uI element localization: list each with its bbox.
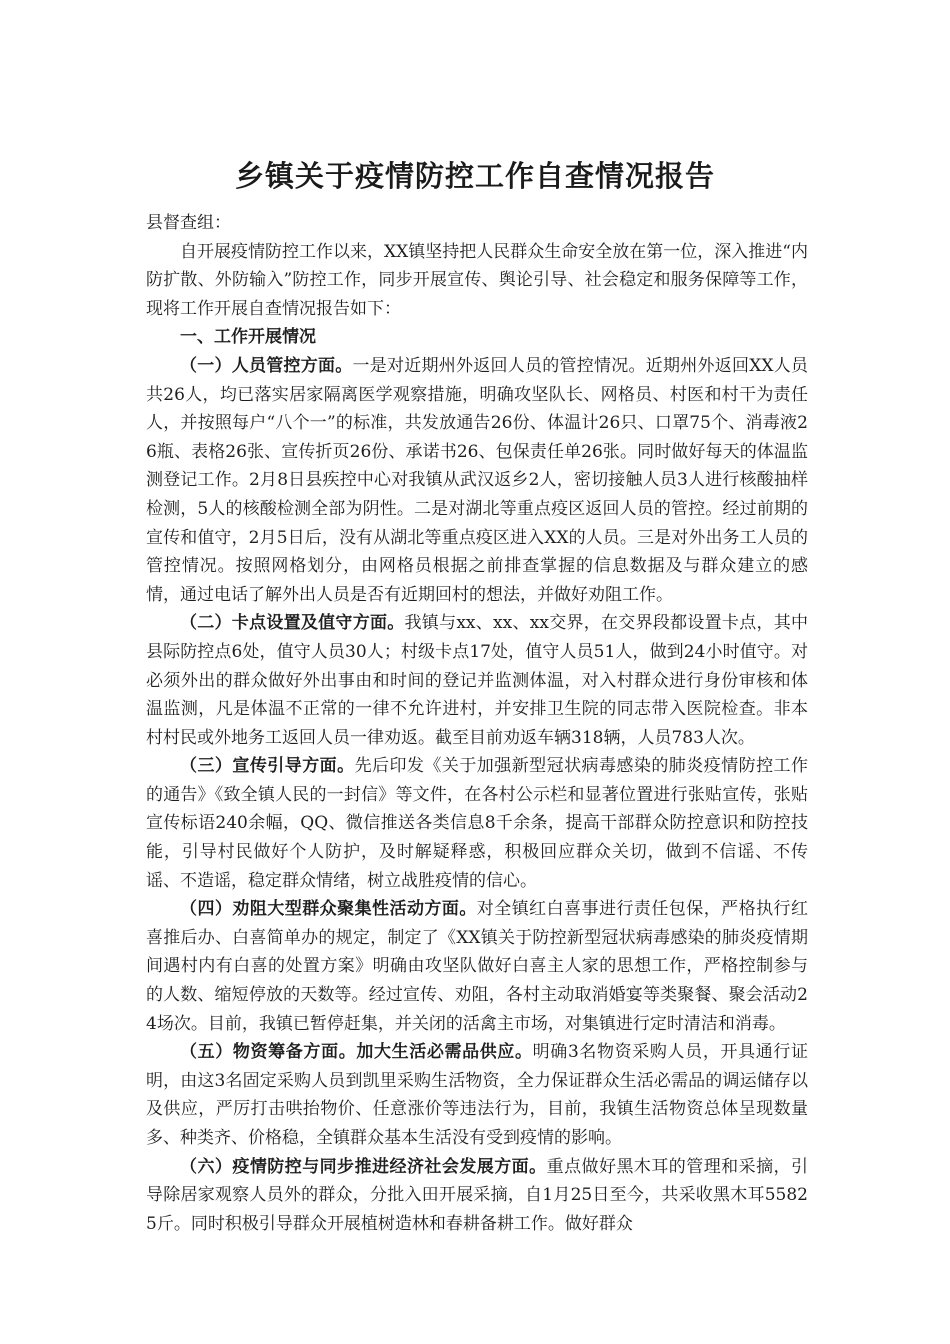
intro-paragraph: 自开展疫情防控工作以来，XX镇坚持把人民群众生命安全放在第一位，深入推进“内防扩散、外防输入”防控工作，同步开展宣传、舆论引导、社会稳定和服务保障等工作，现将工作开展自查情况报告如下：: [146, 241, 808, 319]
paragraph-supplies: [146, 1038, 808, 1152]
paragraph-lead: （四）劝阻大型群众聚集性活动方面。: [180, 899, 477, 920]
salutation: 县督查组：: [146, 213, 231, 233]
paragraph-text: 一是对近期州外返回人员的管控情况。近期州外返回XX人员共26人，均已落实居家隔离医学观察措施，明确攻坚队长、网格员、村医和村干为责任人，并按照每户“八个一”的标准，共发放通告26份、体温计26只、口罩75个、消毒液26瓶、表格26张、宣传折页26份、承诺书26、包保责任单26张。同时做好每天的体温监测登记工作。2月8日县疾控中心对我镇从武汉返乡2人，密切接触人员3人进行核酸抽样检测，5人的核酸检测全部为阴性。二是对湖北等重点疫区返回人员的管控。经过前期的宣传和值守，2月5日后，没有从湖北等重点疫区进入XX的人员。三是对外出务工人员的管控情况。按照网格划分，由网格员根据之前排查掌握的信息数据及与群众建立的感情，通过电话了解外出人员是否有近期回村的想法，并做好劝阻工作。: [146, 355, 808, 605]
document-title: 乡镇关于疫情防控工作自查情况报告: [234, 159, 715, 193]
section-heading: 一、工作开展情况: [180, 327, 316, 348]
paragraph-lead: （六）疫情防控与同步推进经济社会发展方面。: [180, 1156, 547, 1177]
paragraph-lead: （一）人员管控方面。: [180, 355, 353, 376]
paragraph-text: 先后印发《关于加强新型冠状病毒感染的肺炎疫情防控工作的通告》《致全镇人民的一封信》等文件，在各村公示栏和显著位置进行张贴宣传，张贴宣传标语240余幅，QQ、微信推送各类信息8千余条，提高干部群众防控意识和防控技能，引导村民做好个人防护，及时解疑释惑，积极回应群众关切，做到不信谣、不传谣、不造谣，稳定群众情绪，树立战胜疫情的信心。: [146, 756, 809, 891]
paragraph-lead: （三）宣传引导方面。: [180, 756, 355, 777]
paragraph-text: 明确3名物资采购人员，开具通行证明，由这3名固定采购人员到凯里采购生活物资，全力保证群众生活必需品的调运储存以及供应，严厉打击哄抬物价、任意涨价等违法行为，目前，我镇生活物资总体呈现数量多、种类齐、价格稳，全镇群众基本生活没有受到疫情的影响。: [146, 1042, 808, 1148]
paragraph-personnel-control: [146, 352, 808, 609]
paragraph-text: 重点做好黑木耳的管理和采摘，引导除居家观察人员外的群众，分批入田开展采摘，自1月25日至今，共采收黑木耳55825斤。同时积极引导群众开展植树造林和春耕备耕工作。做好群众: [146, 1156, 809, 1234]
document-body: [146, 209, 808, 1238]
paragraph-text: 我镇与xx、xx、xx交界，在交界段都设置卡点，其中县际防控点6处，值守人员30人；村级卡点17处，值守人员51人，做到24小时值守。对必须外出的群众做好外出事由和时间的登记并监测体温，对入村群众进行身份审核和体温监测，凡是体温不正常的一律不允许进村，并安排卫生院的同志带入医院检查。非本村村民或外地务工返回人员一律劝返。截至目前劝返车辆318辆，人员783人次。: [146, 613, 809, 748]
paragraph-text: 对全镇红白喜事进行责任包保，严格执行红喜推后办、白喜简单办的规定，制定了《XX镇关于防控新型冠状病毒感染的肺炎疫情期间遇村内有白喜的处置方案》明确由攻坚队做好白喜主人家的思想工作，严格控制参与的人数、缩短停放的天数等。经过宣传、劝阻，各村主动取消婚宴等类聚餐、聚会活动24场次。目前，我镇已暂停赶集，并关闭的活禽主市场，对集镇进行定时清洁和消毒。: [146, 899, 809, 1034]
paragraph-checkpoints: [146, 609, 808, 752]
paragraph-publicity: [146, 752, 808, 895]
paragraph-economy: [146, 1153, 808, 1239]
paragraph-gatherings: [146, 895, 808, 1038]
paragraph-lead: （二）卡点设置及值守方面。: [180, 613, 405, 634]
paragraph-lead: （五）物资筹备方面。加大生活必需品供应。: [180, 1042, 533, 1063]
